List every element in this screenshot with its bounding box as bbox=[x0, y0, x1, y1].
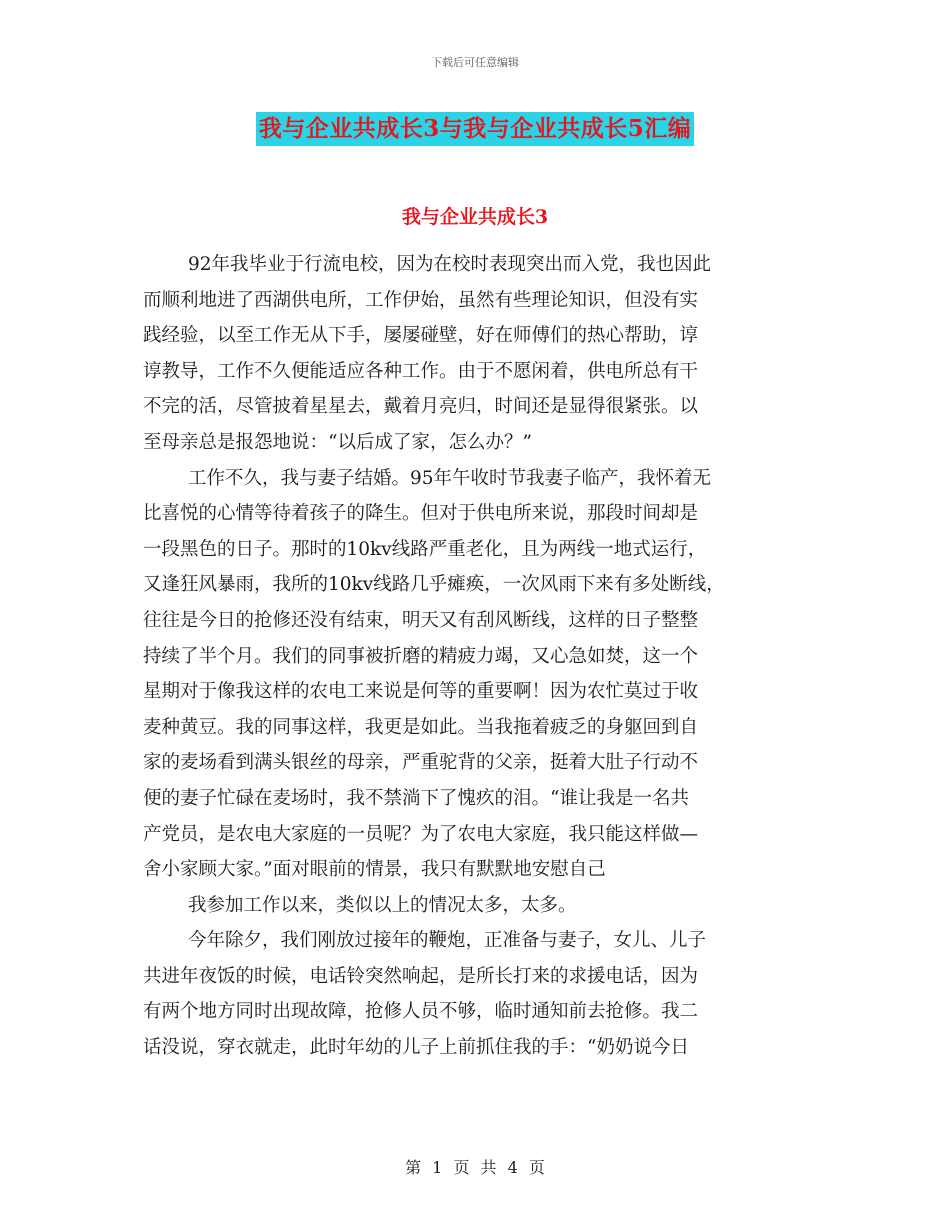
text-line: 共进年夜饭的时候，电话铃突然响起，是所长打来的求援电话，因为 bbox=[143, 965, 699, 987]
text-line: 产党员，是农电大家庭的一员呢？为了农电大家庭，我只能这样做— bbox=[143, 823, 699, 845]
text-line: 践经验，以至工作无从下手，屡屡碰壁，好在师傅们的热心帮助，谆 bbox=[143, 325, 699, 347]
text-line: 而顺利地进了西湖供电所，工作伊始，虽然有些理论知识，但没有实 bbox=[143, 289, 699, 311]
text-line: 家的麦场看到满头银丝的母亲，严重驼背的父亲，挺着大肚子行动不 bbox=[143, 752, 699, 774]
text-line: 便的妻子忙碌在麦场时，我不禁淌下了愧疚的泪。“谁让我是一名共 bbox=[143, 787, 689, 809]
text-line: 工作不久，我与妻子结婚。95年午收时节我妻子临产，我怀着无 bbox=[188, 467, 712, 489]
main-title: 我与企业共成长3与我与企业共成长5汇编 bbox=[256, 112, 695, 146]
header-note: 下载后可任意编辑 bbox=[431, 56, 519, 69]
text-line: 谆教导，工作不久便能适应各种工作。由于不愿闲着，供电所总有干 bbox=[143, 360, 699, 382]
text-line: 我参加工作以来，类似以上的情况太多，太多。 bbox=[188, 894, 577, 916]
text-line: 92年我毕业于行流电校，因为在校时表现突出而入党，我也因此 bbox=[188, 254, 712, 275]
article-body bbox=[143, 247, 811, 1066]
text-line: 不完的活，尽管披着星星去，戴着月亮归，时间还是显得很紧张。以 bbox=[143, 396, 699, 418]
main-title-wrap bbox=[0, 112, 950, 146]
text-line: 至母亲总是报怨地说：“以后成了家，怎么办？” bbox=[143, 431, 532, 453]
text-line: 有两个地方同时出现故障，抢修人员不够，临时通知前去抢修。我二 bbox=[143, 1001, 699, 1023]
section-title: 我与企业共成长3 bbox=[401, 206, 549, 228]
text-line: 今年除夕，我们刚放过接年的鞭炮，正准备与妻子，女儿、儿子 bbox=[188, 930, 707, 952]
text-line: 舍小家顾大家。”面对眼前的情景，我只有默默地安慰自己 bbox=[143, 859, 606, 881]
text-line: 星期对于像我这样的农电工来说是何等的重要啊！因为农忙莫过于收 bbox=[143, 681, 699, 703]
text-line: 比喜悦的心情等待着孩子的降生。但对于供电所来说，那段时间却是 bbox=[143, 503, 699, 525]
page-footer: 第 1 页 共 4 页 bbox=[405, 1158, 545, 1177]
text-line: 一段黑色的日子。那时的10kv线路严重老化，且为两线一地式运行， bbox=[143, 538, 707, 560]
text-line: 又逢狂风暴雨，我所的10kv线路几乎瘫痪，一次风雨下来有多处断线， bbox=[143, 574, 725, 596]
text-line: 麦种黄豆。我的同事这样，我更是如此。当我拖着疲乏的身躯回到自 bbox=[143, 716, 699, 738]
text-line: 话没说，穿衣就走，此时年幼的儿子上前抓住我的手：“奶奶说今日 bbox=[143, 1037, 689, 1059]
text-line: 持续了半个月。我们的同事被折磨的精疲力竭，又心急如焚，这一个 bbox=[143, 645, 699, 667]
text-line: 往往是今日的抢修还没有结束，明天又有刮风断线，这样的日子整整 bbox=[143, 609, 699, 631]
